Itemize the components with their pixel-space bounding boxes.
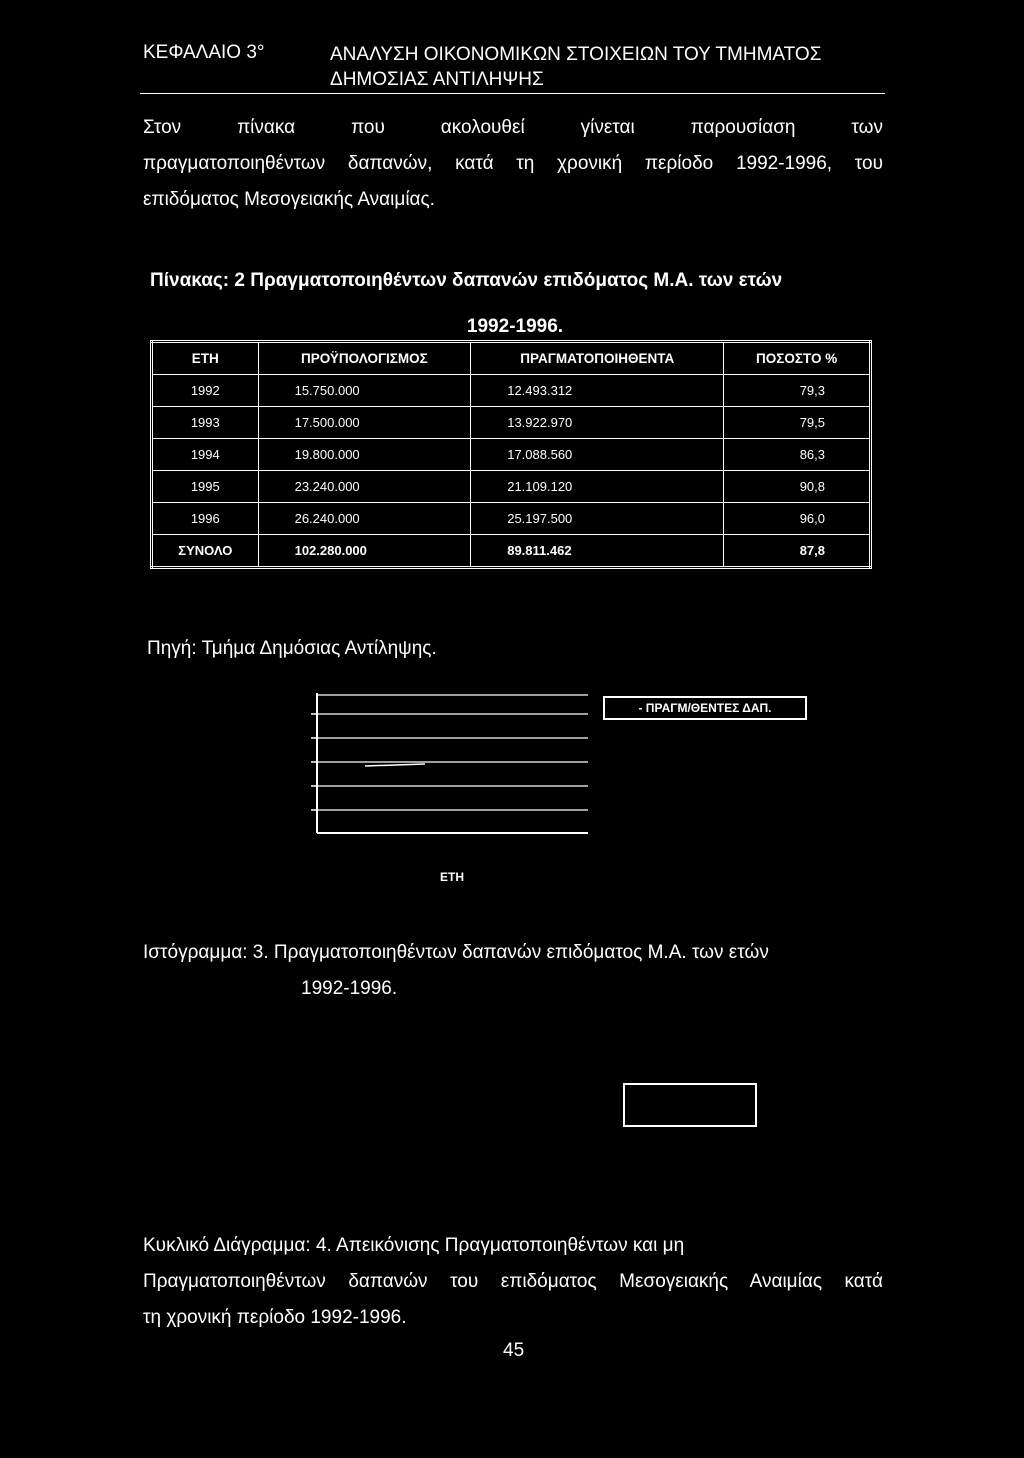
cell-total-label: ΣΥΝΟΛΟ <box>152 535 259 568</box>
chart-gridlines <box>317 695 588 810</box>
figure-4-caption <box>143 1228 883 1336</box>
intro-line-1: Στον πίνακα που ακολουθεί γίνεται παρουσίαση των <box>143 117 883 138</box>
chapter-title <box>330 42 890 92</box>
header-percentage: ΠΟΣΟΣΤΟ % <box>724 342 871 375</box>
header-divider <box>140 93 885 94</box>
cell-budget: 23.240.000 <box>258 471 471 503</box>
intro-paragraph <box>143 110 883 218</box>
expenses-chart <box>305 690 595 840</box>
table-row <box>152 439 871 471</box>
chapter-title-line-2: ΔΗΜΟΣΙΑΣ ΑΝΤΙΛΗΨΗΣ <box>330 69 544 90</box>
x-axis-label: ΕΤΗ <box>440 870 464 884</box>
table-caption <box>150 258 880 350</box>
pie-chart-legend <box>623 1083 757 1127</box>
cell-percentage: 96,0 <box>724 503 871 535</box>
table-total-row <box>152 535 871 568</box>
figure-3-caption-line-1: Ιστόγραμμα: 3. Πραγματοποιηθέντων δαπανών επιδόματος Μ.Α. των ετών <box>143 942 769 963</box>
cell-realized: 13.922.970 <box>471 407 724 439</box>
cell-realized: 21.109.120 <box>471 471 724 503</box>
table-header-row <box>152 342 871 375</box>
cell-year: 1992 <box>152 375 259 407</box>
cell-budget: 17.500.000 <box>258 407 471 439</box>
cell-year: 1994 <box>152 439 259 471</box>
cell-percentage: 90,8 <box>724 471 871 503</box>
header-budget: ΠΡΟΫΠΟΛΟΓΙΣΜΟΣ <box>258 342 471 375</box>
source-note: Πηγή: Τμήμα Δημόσιας Αντίληψης. <box>147 638 437 659</box>
header-realized: ΠΡΑΓΜΑΤΟΠΟΙΗΘΕΝΤΑ <box>471 342 724 375</box>
header-years: ΕΤΗ <box>152 342 259 375</box>
expenses-table <box>150 340 872 569</box>
figure-3-caption-line-2: 1992-1996. <box>301 978 398 999</box>
figure-4-caption-line-1: Κυκλικό Διάγραμμα: 4. Απεικόνισης Πραγματοποιηθέντων και μη <box>143 1235 685 1256</box>
cell-total-percentage: 87,8 <box>724 535 871 568</box>
cell-year: 1993 <box>152 407 259 439</box>
figure-3-caption <box>143 935 883 1007</box>
table-row <box>152 471 871 503</box>
table-caption-line-1: Πίνακας: 2 Πραγματοποιηθέντων δαπανών επιδόματος Μ.Α. των ετών <box>150 270 783 291</box>
cell-year: 1996 <box>152 503 259 535</box>
cell-year: 1995 <box>152 471 259 503</box>
cell-realized: 25.197.500 <box>471 503 724 535</box>
table-row <box>152 503 871 535</box>
page-number: 45 <box>503 1340 525 1361</box>
figure-4-caption-line-2: Πραγματοποιηθέντων δαπανών του επιδόματος Μεσογειακής Αναιμίας κατά <box>143 1271 883 1292</box>
cell-percentage: 79,5 <box>724 407 871 439</box>
intro-line-2: πραγματοποιηθέντων δαπανών, κατά τη χρονική περίοδο 1992-1996, του <box>143 153 883 174</box>
intro-line-3: επιδόματος Μεσογειακής Αναιμίας. <box>143 189 435 210</box>
cell-total-realized: 89.811.462 <box>471 535 724 568</box>
data-series-line <box>365 764 425 766</box>
cell-percentage: 79,3 <box>724 375 871 407</box>
legend-item: - ΠΡΑΓΜ/ΘΕΝΤΕΣ ΔΑΠ. <box>638 701 772 715</box>
cell-percentage: 86,3 <box>724 439 871 471</box>
cell-budget: 26.240.000 <box>258 503 471 535</box>
cell-realized: 12.493.312 <box>471 375 724 407</box>
cell-budget: 19.800.000 <box>258 439 471 471</box>
cell-total-budget: 102.280.000 <box>258 535 471 568</box>
table-row <box>152 375 871 407</box>
table-row <box>152 407 871 439</box>
chart-legend <box>603 696 807 720</box>
chapter-label: ΚΕΦΑΛΑΙΟ 3° <box>143 42 265 63</box>
chapter-title-line-1: ΑΝΑΛΥΣΗ ΟΙΚΟΝΟΜΙΚΩΝ ΣΤΟΙΧΕΙΩΝ ΤΟΥ ΤΜΗΜΑΤΟΣ <box>330 44 822 65</box>
cell-budget: 15.750.000 <box>258 375 471 407</box>
table-caption-line-2: 1992-1996. <box>466 316 564 337</box>
figure-4-caption-line-3: τη χρονική περίοδο 1992-1996. <box>143 1307 407 1328</box>
cell-realized: 17.088.560 <box>471 439 724 471</box>
